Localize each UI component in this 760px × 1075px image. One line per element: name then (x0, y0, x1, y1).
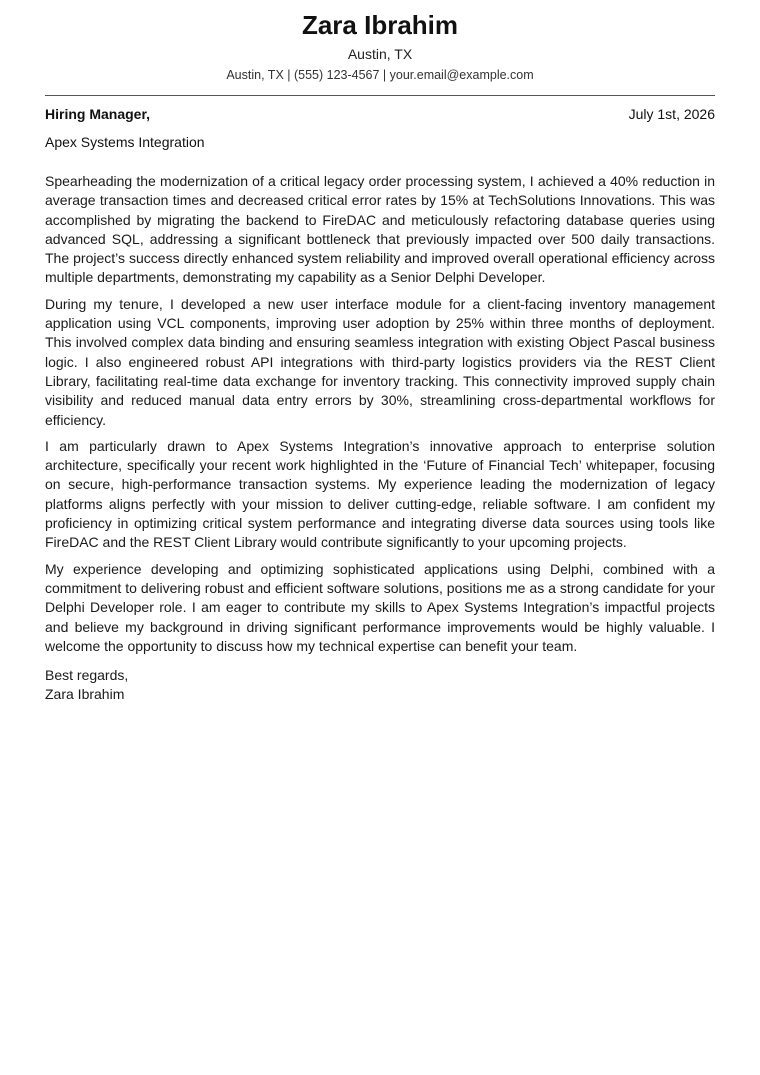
closing-phrase: Best regards, (45, 667, 129, 684)
header-divider (45, 95, 715, 96)
letter-date: July 1st, 2026 (628, 106, 715, 122)
applicant-location: Austin, TX (347, 46, 413, 62)
letter-closing (45, 666, 715, 705)
letter-header (45, 0, 715, 84)
body-paragraph-1: Spearheading the modernization of a critical legacy order processing system, I achieved a 40% reduction in average transaction times and decreased critical error rates by 15% at TechSolutions Innovations. This was accomplished by migrating the backend to FireDAC and meticulously refactoring database queries using advanced SQL, addressing a significant bottleneck that previously impacted over 500 daily transactions. The project’s success directly enhanced system reliability and improved overall operational efficiency across multiple departments, demonstrating my capability as a Senior Delphi Developer. (45, 173, 715, 286)
recipient-date-row (45, 104, 715, 124)
body-paragraph-2: During my tenure, I developed a new user interface module for a client-facing inventory management application using VCL components, improving user adoption by 25% within three months of deployment. This involved complex data binding and ensuring seamless integration with existing Object Pascal business logic. I also engineered robust API integrations with third-party logistics providers via the REST Client Library, facilitating real-time data exchange for inventory tracking. This connectivity improved supply chain visibility and reduced manual data entry errors by 30%, streamlining cross-departmental workflows for efficiency. (45, 295, 715, 428)
contact-line: Austin, TX | (555) 123-4567 | your.email@example.com (226, 68, 534, 82)
body-paragraph-4: My experience developing and optimizing sophisticated applications using Delphi, combined with a commitment to delivering robust and efficient software solutions, positions me as a strong candidate for your Delphi Developer role. I am eager to contribute my skills to Apex Systems Integration’s impactful projects and believe my background in driving significant performance improvements would be highly valuable. I welcome the opportunity to discuss how my technical expertise can benefit your team. (45, 560, 715, 654)
body-paragraph-3: I am particularly drawn to Apex Systems Integration’s innovative approach to enterprise solution architecture, specifically your recent work highlighted in the ‘Future of Financial Tech’ whitepaper, focusing on secure, high-performance transaction systems. My experience leading the modernization of legacy platforms aligns perfectly with your mission to deliver cutting-edge, reliable software. I am confident my proficiency in optimizing critical system performance and integrating diverse data sources using tools like FireDAC and the REST Client Library would contribute significantly to your upcoming projects. (45, 437, 715, 551)
letter-body (45, 172, 715, 656)
recipient-salutation: Hiring Manager, (45, 106, 151, 122)
signature-name: Zara Ibrahim (45, 686, 125, 703)
recipient-company: Apex Systems Integration (45, 134, 205, 150)
applicant-name: Zara Ibrahim (301, 10, 459, 40)
